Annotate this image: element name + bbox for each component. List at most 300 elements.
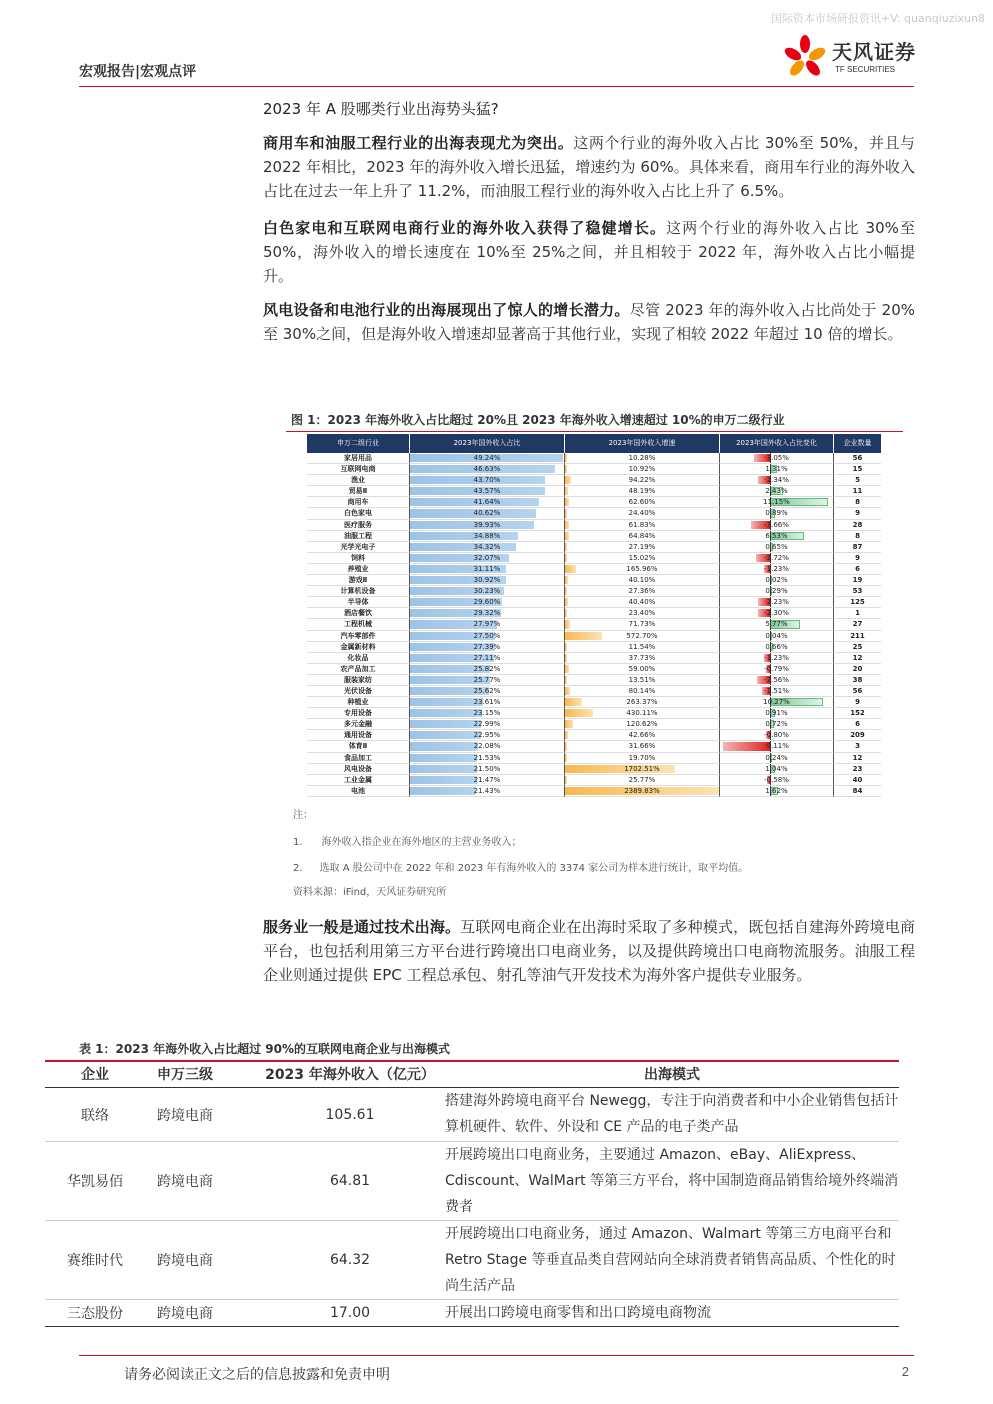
figure-row xyxy=(307,753,881,764)
figure-cell-growth xyxy=(565,453,720,464)
change-value: 0.66% xyxy=(765,642,788,651)
figure-cell-count: 38 xyxy=(834,675,881,686)
figure-row xyxy=(307,786,881,797)
logo-text-en: TF SECURITIES xyxy=(835,65,896,74)
growth-value: 1702.51% xyxy=(624,764,660,773)
figure-cell-count: 209 xyxy=(834,730,881,741)
figure-cell-industry: 工业金属 xyxy=(307,775,410,786)
figure-cell-share xyxy=(410,642,565,653)
figure-cell-industry: 服装家纺 xyxy=(307,675,410,686)
logo-text-cn: 天风证券 xyxy=(832,40,916,64)
figure-cell-growth xyxy=(565,520,720,531)
figure-cell-share xyxy=(410,597,565,608)
figure-cell-growth xyxy=(565,564,720,575)
figure-cell-share xyxy=(410,764,565,775)
figure-cell-growth xyxy=(565,553,720,564)
figure-cell-share xyxy=(410,719,565,730)
figure-cell-share xyxy=(410,675,565,686)
figure-cell-change xyxy=(720,753,834,764)
table-row xyxy=(45,1088,899,1142)
figure-cell-count: 23 xyxy=(834,764,881,775)
service-paragraph-body: 互联网电商企业在出海时采取了多种模式，既包括自建海外跨境电商平台，也包括利用第三方平台进行跨境出口电商业务，以及提供跨境出口电商物流服务。油服工程企业则通过提供 EPC 工程总承包、射孔等油气开发技术为海外客户提供专业服务。 xyxy=(263,918,915,984)
figure-cell-share xyxy=(410,564,565,575)
figure-cell-count: 5 xyxy=(834,475,881,486)
source-note: 资料来源：iFind，天风证券研究所 xyxy=(293,887,447,898)
table-cell-mode: 搭建海外跨境电商平台 Newegg，专注于向消费者和中小企业销售包括计算机硬件、软件、外设和 CE 产品的电子类产品 xyxy=(445,1093,899,1135)
figure-cell-growth xyxy=(565,764,720,775)
figure-cell-count: 12 xyxy=(834,653,881,664)
figure-cell-share xyxy=(410,653,565,664)
figure-row xyxy=(307,675,881,686)
table-row xyxy=(45,1221,899,1300)
table-header-company: 企业 xyxy=(81,1067,109,1083)
table-row xyxy=(45,1142,899,1221)
service-paragraph-lead: 服务业一般是通过技术出海。 xyxy=(263,918,461,936)
figure-cell-industry: 金属新材料 xyxy=(307,642,410,653)
change-value: 0.89% xyxy=(765,509,788,518)
footer-disclaimer: 请务必阅读正文之后的信息披露和免责申明 xyxy=(124,1367,390,1383)
share-value: 41.64% xyxy=(473,498,501,507)
figure-divider xyxy=(286,431,903,432)
growth-value: 42.66% xyxy=(628,731,656,740)
figure-cell-count: 6 xyxy=(834,564,881,575)
growth-value: 15.02% xyxy=(628,553,656,562)
figure-header-growth: 2023年国外收入增速 xyxy=(565,434,720,453)
figure-cell-growth xyxy=(565,664,720,675)
table-row xyxy=(45,1300,899,1327)
figure-cell-industry: 电池 xyxy=(307,786,410,797)
table-cell-mode: 开展跨境出口电商业务，通过 Amazon、Walmart 等第三方电商平台和 Retro Stage 等垂直品类自营网站向全球消费者销售高品质、个性化的时尚生活产品 xyxy=(445,1226,896,1294)
figure-row xyxy=(307,486,881,497)
figure-cell-industry: 汽车零部件 xyxy=(307,631,410,642)
figure-cell-growth xyxy=(565,575,720,586)
paragraph-1 xyxy=(263,131,915,203)
figure-cell-change xyxy=(720,597,834,608)
figure-cell-industry: 贸易Ⅱ xyxy=(307,486,410,497)
figure-row xyxy=(307,553,881,564)
figure-row xyxy=(307,719,881,730)
figure-row xyxy=(307,475,881,486)
figure-cell-count: 1 xyxy=(834,608,881,619)
figure-row xyxy=(307,697,881,708)
share-value: 49.24% xyxy=(473,454,501,462)
growth-value: 71.73% xyxy=(628,620,656,629)
figure-row xyxy=(307,542,881,553)
change-value: -0.79% xyxy=(764,664,789,673)
figure-cell-count: 125 xyxy=(834,597,881,608)
share-value: 43.70% xyxy=(473,476,501,485)
figure-cell-industry: 白色家电 xyxy=(307,508,410,519)
figure-cell-industry: 养殖业 xyxy=(307,564,410,575)
growth-value: 59.00% xyxy=(628,664,656,673)
figure-cell-count: 11 xyxy=(834,486,881,497)
figure-cell-change xyxy=(720,708,834,719)
share-value: 40.62% xyxy=(473,509,501,518)
share-value: 21.47% xyxy=(473,775,501,784)
share-value: 32.07% xyxy=(473,553,501,562)
figure-cell-change xyxy=(720,586,834,597)
growth-value: 23.40% xyxy=(628,609,656,618)
figure-row xyxy=(307,608,881,619)
figure-cell-share xyxy=(410,775,565,786)
page-number: 2 xyxy=(901,1364,909,1379)
figure-cell-industry: 商用车 xyxy=(307,497,410,508)
figure-cell-change xyxy=(720,542,834,553)
company-logo xyxy=(782,34,922,80)
table-cell-company: 赛维时代 xyxy=(67,1253,123,1269)
note-2 xyxy=(293,859,748,874)
share-value: 22.99% xyxy=(473,720,501,729)
figure-cell-change xyxy=(720,697,834,708)
figure-cell-share xyxy=(410,520,565,531)
figure-header-industry: 申万二级行业 xyxy=(307,434,410,453)
figure-cell-share xyxy=(410,586,565,597)
figure-cell-industry: 种植业 xyxy=(307,697,410,708)
table-cell-industry: 跨境电商 xyxy=(157,1107,213,1124)
figure-cell-industry: 光学光电子 xyxy=(307,542,410,553)
share-value: 29.32% xyxy=(473,609,501,618)
growth-value: 120.62% xyxy=(626,720,658,729)
table-cell-industry: 跨境电商 xyxy=(157,1174,213,1190)
figure-cell-count: 27 xyxy=(834,619,881,630)
change-value: -2.34% xyxy=(764,476,789,485)
share-value: 21.43% xyxy=(473,786,501,795)
figure-cell-count: 9 xyxy=(834,508,881,519)
table-header-mode: 出海模式 xyxy=(644,1067,700,1083)
figure-cell-change xyxy=(720,486,834,497)
change-value: 1.31% xyxy=(765,465,788,474)
figure-row xyxy=(307,764,881,775)
figure-cell-change xyxy=(720,464,834,475)
figure-row xyxy=(307,575,881,586)
note-1 xyxy=(293,833,522,848)
figure-cell-share xyxy=(410,553,565,564)
change-value: -0.80% xyxy=(764,731,789,740)
table-cell-revenue: 64.81 xyxy=(329,1173,371,1189)
figure-cell-count: 19 xyxy=(834,575,881,586)
figure-cell-share xyxy=(410,508,565,519)
figure-row xyxy=(307,508,881,519)
share-value: 29.60% xyxy=(473,598,501,607)
note-2-num: 2. xyxy=(293,863,303,874)
growth-value: 61.83% xyxy=(628,520,656,529)
figure-cell-change xyxy=(720,497,834,508)
table-header-industry: 申万三级 xyxy=(157,1067,213,1083)
figure-cell-industry: 专用设备 xyxy=(307,708,410,719)
figure-row xyxy=(307,730,881,741)
figure-cell-share xyxy=(410,531,565,542)
figure-cell-growth xyxy=(565,675,720,686)
figure-row xyxy=(307,497,881,508)
change-value: 0.02% xyxy=(765,576,788,585)
share-value: 25.82% xyxy=(473,664,501,673)
figure-row xyxy=(307,708,881,719)
figure-cell-change xyxy=(720,764,834,775)
paragraph-2 xyxy=(263,216,915,288)
share-value: 27.11% xyxy=(473,653,501,662)
share-value: 21.50% xyxy=(473,764,501,773)
figure-cell-growth xyxy=(565,775,720,786)
figure-cell-share xyxy=(410,497,565,508)
figure-row xyxy=(307,686,881,697)
change-value: 1.62% xyxy=(765,786,788,795)
growth-value: 48.19% xyxy=(628,487,656,496)
growth-value: 2389.83% xyxy=(624,786,660,795)
figure-cell-industry: 工程机械 xyxy=(307,619,410,630)
table-header-row xyxy=(45,1062,899,1088)
share-value: 43.57% xyxy=(473,487,501,496)
change-value: -9.11% xyxy=(764,742,789,751)
figure-cell-change xyxy=(720,520,834,531)
figure-cell-change xyxy=(720,475,834,486)
share-value: 25.62% xyxy=(473,686,501,695)
figure-cell-count: 8 xyxy=(834,531,881,542)
figure-cell-share xyxy=(410,486,565,497)
figure-cell-industry: 化妆品 xyxy=(307,653,410,664)
change-value: 1.04% xyxy=(765,764,788,773)
figure-cell-count: 56 xyxy=(834,453,881,464)
figure-cell-change xyxy=(720,531,834,542)
figure-cell-growth xyxy=(565,542,720,553)
figure-cell-growth xyxy=(565,464,720,475)
figure-row xyxy=(307,564,881,575)
figure-header-row xyxy=(307,434,881,453)
share-value: 27.50% xyxy=(473,631,501,640)
change-value: -2.30% xyxy=(764,609,789,618)
figure-cell-growth xyxy=(565,786,720,797)
figure-cell-count: 152 xyxy=(834,708,881,719)
table-cell-industry: 跨境电商 xyxy=(157,1253,213,1269)
table-cell-mode: 开展出口跨境电商零售和出口跨境电商物流 xyxy=(445,1305,711,1321)
table-cell-mode: 开展跨境出口电商业务，主要通过 Amazon、eBay、AliExpress、Cdiscount、WalMart 等第三方平台，将中国制造商品销售给境外终端消费者 xyxy=(445,1147,899,1215)
change-value: -2.56% xyxy=(764,675,789,684)
logo-flower-icon xyxy=(782,34,828,80)
paragraph-1-lead: 商用车和油服工程行业的出海表现尤为突出。 xyxy=(263,134,574,152)
growth-value: 64.84% xyxy=(628,531,656,540)
figure-cell-share xyxy=(410,575,565,586)
figure-cell-growth xyxy=(565,719,720,730)
figure-cell-growth xyxy=(565,741,720,752)
figure-cell-industry: 家居用品 xyxy=(307,453,410,464)
change-value: 6.53% xyxy=(765,531,788,540)
figure-cell-industry: 多元金融 xyxy=(307,719,410,730)
figure-title: 图 1：2023 年海外收入占比超过 20%且 2023 年海外收入增速超过 10%的申万二级行业 xyxy=(291,413,785,427)
figure-cell-count: 9 xyxy=(834,553,881,564)
figure-row xyxy=(307,653,881,664)
figure-row xyxy=(307,631,881,642)
notes-label: 注： xyxy=(293,810,313,821)
figure-cell-count: 56 xyxy=(834,686,881,697)
change-value: -3.66% xyxy=(764,520,789,529)
figure-row xyxy=(307,464,881,475)
growth-value: 27.19% xyxy=(628,542,656,551)
industry-figure-table xyxy=(307,434,881,797)
figure-cell-share xyxy=(410,453,565,464)
report-category: 宏观报告|宏观点评 xyxy=(79,64,197,80)
figure-cell-share xyxy=(410,697,565,708)
change-value: 0.91% xyxy=(765,709,788,718)
note-1-num: 1. xyxy=(293,837,303,848)
change-value: 0.29% xyxy=(765,587,788,596)
figure-cell-share xyxy=(410,730,565,741)
change-value: -3.05% xyxy=(764,454,789,462)
figure-cell-change xyxy=(720,608,834,619)
figure-cell-change xyxy=(720,653,834,664)
share-value: 23.15% xyxy=(473,709,501,718)
figure-cell-share xyxy=(410,741,565,752)
figure-cell-industry: 饲料 xyxy=(307,553,410,564)
figure-cell-share xyxy=(410,786,565,797)
share-value: 34.88% xyxy=(473,531,501,540)
paragraph-2-body: 这两个行业的海外收入占比 30%至 50%，海外收入的增长速度在 10%至 25%之间，并且相较于 2022 年，海外收入占比小幅提升。 xyxy=(263,219,915,285)
change-value: 11.15% xyxy=(763,498,790,507)
share-value: 27.39% xyxy=(473,642,501,651)
figure-cell-count: 25 xyxy=(834,642,881,653)
growth-value: 40.10% xyxy=(628,576,656,585)
change-value: 5.77% xyxy=(765,620,788,629)
figure-cell-count: 87 xyxy=(834,542,881,553)
figure-cell-industry: 互联网电商 xyxy=(307,464,410,475)
change-value: -1.23% xyxy=(764,564,789,573)
share-value: 27.97% xyxy=(473,620,501,629)
table-cell-company: 联络 xyxy=(81,1107,109,1124)
figure-cell-growth xyxy=(565,686,720,697)
figure-cell-change xyxy=(720,564,834,575)
figure-cell-share xyxy=(410,608,565,619)
growth-value: 10.92% xyxy=(628,465,656,474)
change-value: -1.23% xyxy=(764,653,789,662)
section-question-title: 2023 年 A 股哪类行业出海势头猛? xyxy=(263,100,499,118)
change-value: 0.65% xyxy=(765,542,788,551)
figure-cell-growth xyxy=(565,531,720,542)
growth-value: 62.60% xyxy=(628,498,656,507)
figure-cell-growth xyxy=(565,508,720,519)
share-value: 25.77% xyxy=(473,675,501,684)
figure-row xyxy=(307,642,881,653)
figure-cell-change xyxy=(720,453,834,464)
figure-cell-growth xyxy=(565,486,720,497)
ecommerce-table xyxy=(45,1062,899,1327)
note-1-text: 海外收入指企业在海外地区的主营业务收入； xyxy=(321,837,522,848)
table-header-revenue: 2023 年海外收入（亿元） xyxy=(265,1067,435,1083)
figure-cell-growth xyxy=(565,753,720,764)
figure-row xyxy=(307,597,881,608)
watermark: 国际资本市场研报资讯+V: quanqiuzixun8 xyxy=(770,12,985,25)
share-value: 46.63% xyxy=(473,465,501,474)
figure-cell-count: 6 xyxy=(834,719,881,730)
figure-cell-industry: 游戏Ⅱ xyxy=(307,575,410,586)
growth-value: 24.40% xyxy=(628,509,656,518)
note-2-text: 选取 A 股公司中在 2022 年和 2023 年有海外收入的 3374 家公司为样本进行统计，取平均值。 xyxy=(319,863,749,874)
figure-cell-growth xyxy=(565,497,720,508)
figure-cell-count: 9 xyxy=(834,697,881,708)
paragraph-2-lead: 白色家电和互联网电商行业的海外收入获得了稳健增长。 xyxy=(263,219,667,237)
share-value: 21.53% xyxy=(473,753,501,762)
growth-value: 11.54% xyxy=(628,642,656,651)
growth-value: 94.22% xyxy=(628,476,656,485)
growth-value: 80.14% xyxy=(628,686,656,695)
change-value: 0.04% xyxy=(765,631,788,640)
figure-cell-share xyxy=(410,619,565,630)
footer-divider xyxy=(79,1355,914,1356)
figure-cell-count: 20 xyxy=(834,664,881,675)
figure-row xyxy=(307,520,881,531)
paragraph-1-body: 这两个行业的海外收入占比 30%至 50%，并且与 2022 年相比，2023 年的海外收入增长迅猛，增速约为 60%。具体来看，商用车行业的海外收入占比在过去一年上升了 11.2%，而油服工程行业的海外收入占比上升了 6.5%。 xyxy=(263,134,915,200)
change-value: 10.27% xyxy=(763,698,790,707)
figure-cell-count: 8 xyxy=(834,497,881,508)
figure-cell-change xyxy=(720,719,834,730)
change-value: 2.43% xyxy=(765,487,788,496)
figure-cell-industry: 农产品加工 xyxy=(307,664,410,675)
figure-cell-growth xyxy=(565,475,720,486)
figure-cell-change xyxy=(720,631,834,642)
figure-cell-industry: 医疗服务 xyxy=(307,520,410,531)
figure-cell-change xyxy=(720,741,834,752)
service-paragraph xyxy=(263,915,915,987)
figure-cell-share xyxy=(410,464,565,475)
growth-value: 27.36% xyxy=(628,587,656,596)
figure-cell-change xyxy=(720,664,834,675)
figure-cell-growth xyxy=(565,586,720,597)
figure-row xyxy=(307,531,881,542)
figure-cell-count: 211 xyxy=(834,631,881,642)
figure-row xyxy=(307,741,881,752)
figure-cell-industry: 计算机设备 xyxy=(307,586,410,597)
figure-cell-industry: 光伏设备 xyxy=(307,686,410,697)
change-value: 0.72% xyxy=(765,720,788,729)
paragraph-3-body: 尽管 2023 年的海外收入占比尚处于 20%至 30%之间，但是海外收入增速却显著高于其他行业，实现了相较 2022 年超过 10 倍的增长。 xyxy=(263,301,915,343)
figure-row xyxy=(307,664,881,675)
figure-cell-count: 28 xyxy=(834,520,881,531)
change-value: -0.58% xyxy=(764,775,789,784)
growth-value: 37.73% xyxy=(628,653,656,662)
figure-cell-share xyxy=(410,542,565,553)
figure-cell-growth xyxy=(565,653,720,664)
share-value: 30.92% xyxy=(473,576,501,585)
table-cell-revenue: 17.00 xyxy=(329,1305,371,1321)
figure-cell-share xyxy=(410,686,565,697)
figure-cell-industry: 食品加工 xyxy=(307,753,410,764)
figure-cell-count: 53 xyxy=(834,586,881,597)
growth-value: 165.96% xyxy=(626,564,658,573)
change-value: -2.72% xyxy=(764,553,789,562)
figure-cell-industry: 体育Ⅱ xyxy=(307,741,410,752)
growth-value: 19.70% xyxy=(628,753,656,762)
paragraph-3-lead: 风电设备和电池行业的出海展现出了惊人的增长潜力。 xyxy=(263,301,630,319)
table-cell-industry: 跨境电商 xyxy=(157,1306,213,1322)
figure-cell-industry: 渔业 xyxy=(307,475,410,486)
figure-body xyxy=(307,453,881,797)
figure-cell-change xyxy=(720,786,834,797)
figure-cell-count: 84 xyxy=(834,786,881,797)
share-value: 31.11% xyxy=(473,564,501,573)
figure-header-share: 2023年国外收入占比 xyxy=(410,434,565,453)
figure-cell-growth xyxy=(565,619,720,630)
figure-cell-growth xyxy=(565,642,720,653)
figure-cell-growth xyxy=(565,631,720,642)
table-cell-company: 三态股份 xyxy=(67,1306,123,1322)
figure-cell-count: 15 xyxy=(834,464,881,475)
growth-value: 572.70% xyxy=(626,631,658,640)
share-value: 22.08% xyxy=(473,742,501,751)
figure-cell-industry: 油服工程 xyxy=(307,531,410,542)
growth-value: 25.77% xyxy=(628,775,656,784)
figure-row xyxy=(307,453,881,464)
share-value: 30.23% xyxy=(473,587,501,596)
figure-cell-count: 12 xyxy=(834,753,881,764)
growth-value: 10.28% xyxy=(628,454,656,462)
figure-cell-growth xyxy=(565,597,720,608)
